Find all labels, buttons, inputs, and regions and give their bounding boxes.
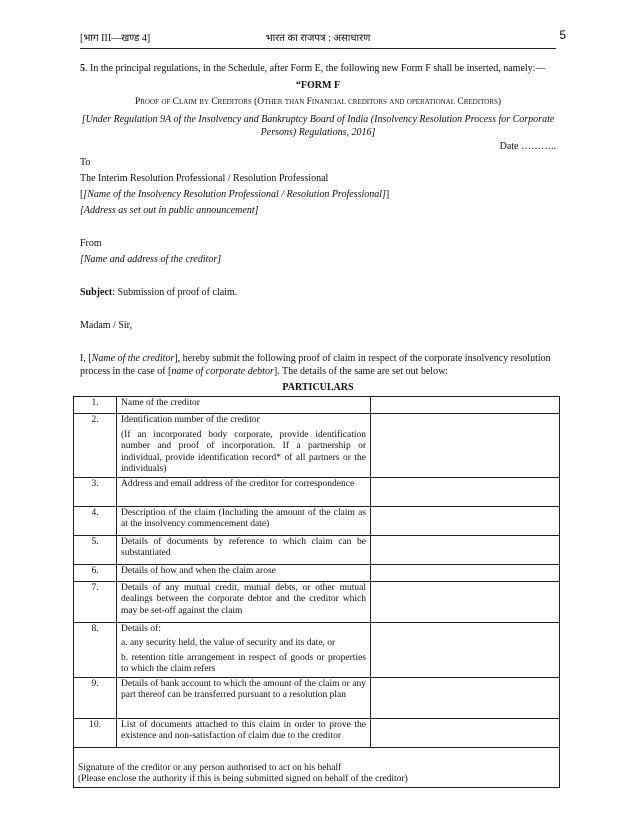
row-description xyxy=(117,477,371,506)
row-description-line: Details of bank account to which the amount of the claim or any part thereof can be transferred pursuant to a resolution plan xyxy=(121,678,366,700)
row-description-line: Details of documents by reference to which claim can be substantiated xyxy=(121,536,366,558)
subject-label: Subject xyxy=(80,287,113,298)
table-row xyxy=(74,677,560,718)
row-description-line: (If an incorporated body corporate, provide identification number and proof of incorporation. If a partnership or individual, provide identification record* of all partners or the individuals) xyxy=(121,429,366,474)
row-description xyxy=(117,677,371,718)
form-title: “FORM F xyxy=(295,80,341,91)
body-f: ]. The details of the same are set out below: xyxy=(273,366,449,377)
row-number: 3. xyxy=(74,477,117,506)
regulation-line-2: Persons) Regulations, 2016] xyxy=(260,127,376,138)
row-number: 9. xyxy=(74,677,117,718)
row-description xyxy=(117,506,371,535)
row-description xyxy=(117,535,371,564)
page-header xyxy=(80,28,566,46)
row-response-field[interactable] xyxy=(371,622,560,677)
table-row xyxy=(74,506,560,535)
row-number: 1. xyxy=(74,397,117,414)
row-description-line: Name of the creditor xyxy=(121,398,200,408)
row-description xyxy=(117,718,371,747)
row-description xyxy=(117,414,371,478)
from-label: From xyxy=(80,238,102,249)
table-row xyxy=(74,718,560,747)
row-number: 7. xyxy=(74,581,117,622)
row-response-field[interactable] xyxy=(371,564,560,581)
to-label: To xyxy=(80,157,91,168)
row-description-line: Details of how and when the claim arose xyxy=(121,565,276,576)
signature-line-2: (Please enclose the authority if this is being submitted signed on behalf of the creditor) xyxy=(78,774,408,784)
intro-number: 5 xyxy=(80,63,85,74)
body-line-1 xyxy=(80,352,551,365)
row-response-field[interactable] xyxy=(371,506,560,535)
row-description-line: Details of any mutual credit, mutual debts, or other mutual dealings between the corporate debtor and the creditor which may be set-off against the claim xyxy=(121,582,366,616)
row-description xyxy=(117,581,371,622)
row-response-field[interactable] xyxy=(371,677,560,718)
row-description-line: Description of the claim (Including the amount of the claim as at the insolvency commencement date) xyxy=(121,507,366,529)
page-number: 5 xyxy=(559,28,566,42)
to-line-2: [[Name of the Insolvency Resolution Professional / Resolution Professional]] xyxy=(80,189,390,200)
signature-row xyxy=(74,747,560,787)
table-row xyxy=(74,397,560,414)
intro-paragraph xyxy=(80,62,545,75)
body-c: ], hereby submit the following proof of claim in respect of the corporate insolvency resolution xyxy=(174,353,551,364)
to-line-3 xyxy=(80,204,259,217)
particulars-heading: PARTICULARS xyxy=(282,382,354,393)
subject-line xyxy=(80,286,237,299)
creditor-name-placeholder: Name of the creditor xyxy=(91,353,175,364)
row-number: 6. xyxy=(74,564,117,581)
creditor-placeholder: [Name and address of the creditor] xyxy=(80,254,222,265)
row-description-line: Identification number of the creditor xyxy=(121,415,260,425)
salutation: Madam / Sir, xyxy=(80,320,133,331)
row-description xyxy=(117,564,371,581)
regulation-line-1: [Under Regulation 9A of the Insolvency and Bankruptcy Board of India (Insolvency Resolution Process for Corporate xyxy=(81,114,555,125)
row-number: 4. xyxy=(74,506,117,535)
row-description xyxy=(117,622,371,677)
row-response-field[interactable] xyxy=(371,581,560,622)
row-number: 10. xyxy=(74,718,117,747)
row-response-field[interactable] xyxy=(371,718,560,747)
table-row xyxy=(74,564,560,581)
header-gazette-title: भारत का राजपत्र : असाधारण xyxy=(265,33,371,44)
table-row xyxy=(74,414,560,478)
signature-cell xyxy=(74,747,560,787)
subject-text: : Submission of proof of claim. xyxy=(112,287,238,298)
row-response-field[interactable] xyxy=(371,397,560,414)
table-row xyxy=(74,535,560,564)
body-line-2 xyxy=(80,365,448,378)
row-number: 8. xyxy=(74,622,117,677)
row-description-line: Details of: xyxy=(121,623,161,634)
row-response-field[interactable] xyxy=(371,414,560,478)
row-description-line: a. any security held, the value of security and its date, or xyxy=(121,638,336,648)
row-number: 5. xyxy=(74,535,117,564)
signature-line-1: Signature of the creditor or any person authorised to act on his behalf xyxy=(78,762,342,773)
date-field: Date ……….. xyxy=(499,141,556,152)
intro-text: . In the principal regulations, in the Schedule, after Form E, the following new Form F shall be inserted, namely:— xyxy=(85,63,546,74)
row-description-line: b. retention title arrangement in respect of goods or properties to which the claim refers xyxy=(121,652,366,674)
particulars-table xyxy=(73,396,560,788)
address-placeholder: [Address as set out in public announcement] xyxy=(80,205,259,216)
table-row xyxy=(74,581,560,622)
from-line xyxy=(80,253,221,266)
row-response-field[interactable] xyxy=(371,477,560,506)
rp-name-placeholder: [Name of the Insolvency Resolution Professional / Resolution Professional] xyxy=(83,189,386,200)
row-description xyxy=(117,397,371,414)
row-response-field[interactable] xyxy=(371,535,560,564)
form-subtitle: Proof of Claim by Creditors (Other than Financial creditors and operational Creditors) xyxy=(134,97,501,107)
header-rule xyxy=(80,48,556,49)
row-description-line: List of documents attached to this claim in order to prove the existence and non-satisfaction of claim due to the creditor xyxy=(121,719,366,741)
row-number: 2. xyxy=(74,414,117,478)
table-row xyxy=(74,622,560,677)
row-description-line: Address and email address of the creditor for correspondence xyxy=(121,478,355,489)
header-section: [भाग III—खण्ड 4] xyxy=(80,33,151,44)
body-a: I, [ xyxy=(80,353,92,364)
to-line-1: The Interim Resolution Professional / Resolution Professional xyxy=(80,173,329,184)
table-row xyxy=(74,477,560,506)
body-d: process in the case of [ xyxy=(80,366,172,377)
debtor-name-placeholder: name of corporate debtor xyxy=(171,366,274,377)
